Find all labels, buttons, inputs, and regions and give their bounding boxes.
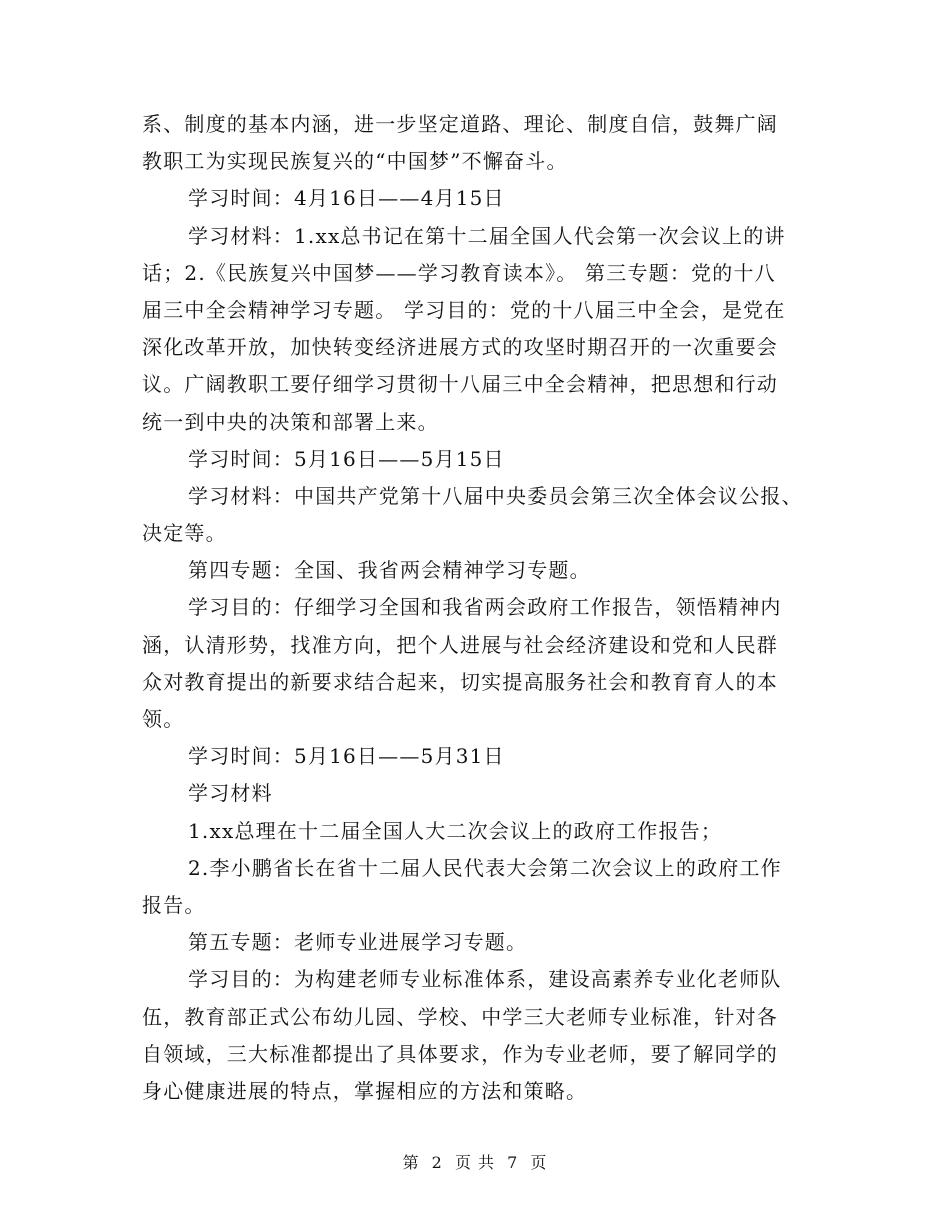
text-line: 届三中全会精神学习专题。 学习目的：党的十八届三中全会，是党在 [142, 297, 786, 322]
text-line: 领。 [142, 707, 185, 731]
text-line: 系、制度的基本内涵，进一步坚定道路、理论、制度自信，鼓舞广阔 [142, 112, 778, 136]
text-line: 决定等。 [142, 521, 227, 546]
footer-suffix: 页 [530, 1153, 548, 1172]
total-page-count: 7 [507, 1153, 519, 1172]
text-line: 自领域，三大标准都提出了具体要求，作为专业老师，要了解同学的 [142, 1041, 778, 1066]
text-line: 第五专题：老师专业进展学习专题。 [188, 930, 528, 955]
text-line: 伍，教育部正式公布幼儿园、学校、中学三大老师专业标准，针对各 [142, 1004, 778, 1029]
text-line: 身心健康进展的特点，掌握相应的方法和策略。 [142, 1078, 588, 1103]
text-line: 2.李小鹏省长在省十二届人民代表大会第二次会议上的政府工作 [188, 855, 782, 880]
text-line: 第四专题：全国、我省两会精神学习专题。 [188, 558, 591, 583]
text-line: 众对教育提出的新要求结合起来，切实提高服务社会和教育育人的本 [142, 669, 778, 694]
text-line: 统一到中央的决策和部署上来。 [142, 409, 439, 434]
text-line: 学习材料 [188, 781, 273, 806]
text-line: 学习时间：5月16日——5月31日 [188, 744, 505, 769]
text-line: 学习目的：为构建老师专业标准体系，建设高素养专业化老师队 [188, 967, 782, 992]
text-line: 学习材料：1.xx总书记在第十二届全国人代会第一次会议上的讲 [188, 223, 786, 248]
text-line: 教职工为实现民族复兴的“中国梦”不懈奋斗。 [142, 149, 568, 174]
text-line: 学习目的：仔细学习全国和我省两会政府工作报告，领悟精神内 [188, 595, 782, 620]
current-page-number: 2 [431, 1153, 443, 1172]
text-line: 话；2.《民族复兴中国梦——学习教育读本》。 第三专题：党的十八 [142, 260, 776, 285]
text-line: 报告。 [142, 892, 206, 917]
document-body [142, 106, 810, 1110]
page-footer [0, 1153, 950, 1173]
text-line: 学习时间：4月16日——4月15日 [188, 186, 505, 211]
text-line: 学习材料：中国共产党第十八届中央委员会第三次全体会议公报、 [188, 483, 803, 508]
footer-prefix: 第 [402, 1153, 420, 1172]
text-line: 学习时间：5月16日——5月15日 [188, 446, 505, 471]
text-line: 深化改革开放，加快转变经济进展方式的攻坚时期召开的一次重要会 [142, 335, 778, 360]
text-line: 涵，认清形势，找准方向，把个人进展与社会经济建设和党和人民群 [142, 632, 778, 657]
text-line: 1.xx总理在十二届全国人大二次会议上的政府工作报告； [188, 818, 723, 843]
footer-middle: 页 共 [454, 1153, 496, 1172]
text-line: 议。广阔教职工要仔细学习贯彻十八届三中全会精神，把思想和行动 [142, 372, 778, 397]
